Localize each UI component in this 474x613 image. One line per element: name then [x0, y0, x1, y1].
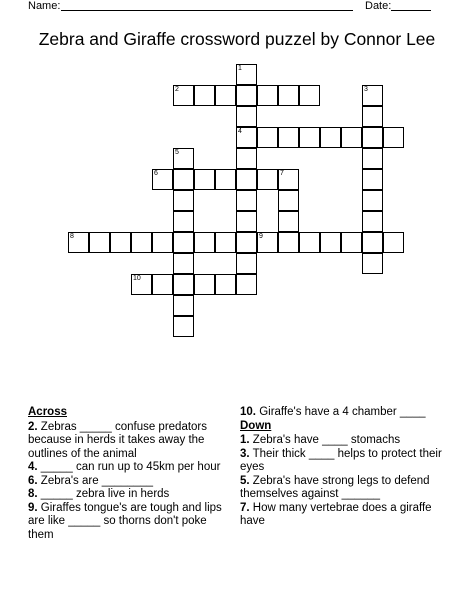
clues-column-right — [240, 406, 445, 529]
clue-down-1: 1. Zebra's have ____ stomachs — [240, 434, 401, 446]
grid-cell[interactable] — [194, 169, 215, 190]
puzzle-title: Zebra and Giraffe crossword puzzel by Connor Lee — [38, 29, 436, 49]
grid-cell[interactable] — [173, 232, 194, 253]
grid-cell[interactable] — [215, 274, 236, 295]
grid-cell[interactable] — [173, 295, 194, 316]
grid-cell[interactable] — [236, 190, 257, 211]
grid-cell[interactable] — [278, 232, 299, 253]
clue-number: 6 — [154, 170, 158, 177]
clue-across-9: 9. Giraffes tongue's are tough and lips are like _____ so thorns don't poke them — [28, 501, 222, 541]
grid-cell[interactable] — [299, 127, 320, 148]
grid-cell[interactable] — [173, 316, 194, 337]
grid-cell[interactable] — [236, 211, 257, 232]
clue-down-7: 7. How many vertebrae does a giraffe have — [240, 501, 432, 527]
clues-column-left — [28, 406, 233, 542]
grid-cell[interactable] — [362, 85, 383, 106]
clue-across-8: 8. _____ zebra live in herds — [28, 488, 170, 500]
grid-cell[interactable] — [362, 211, 383, 232]
grid-cell[interactable] — [299, 85, 320, 106]
grid-cell[interactable] — [278, 211, 299, 232]
clue-down-3: 3. Their thick ____ helps to protect their eyes — [240, 447, 442, 473]
grid-cell[interactable] — [278, 85, 299, 106]
grid-cell[interactable] — [257, 127, 278, 148]
grid-cell[interactable] — [194, 85, 215, 106]
grid-cell[interactable] — [152, 274, 173, 295]
grid-cell[interactable] — [236, 127, 257, 148]
grid-cell[interactable] — [299, 232, 320, 253]
grid-cell[interactable] — [173, 148, 194, 169]
grid-cell[interactable] — [320, 127, 341, 148]
grid-cell[interactable] — [362, 253, 383, 274]
grid-cell[interactable] — [131, 274, 152, 295]
grid-cell[interactable] — [173, 169, 194, 190]
grid-cell[interactable] — [236, 274, 257, 295]
clue-across-10: 10. Giraffe's have a 4 chamber ____ — [240, 406, 426, 418]
grid-cell[interactable] — [236, 253, 257, 274]
grid-cell[interactable] — [257, 85, 278, 106]
grid-cell[interactable] — [362, 127, 383, 148]
grid-cell[interactable] — [215, 232, 236, 253]
grid-cell[interactable] — [236, 106, 257, 127]
grid-cell[interactable] — [278, 190, 299, 211]
clue-across-4: 4. _____ can run up to 45km per hour — [28, 461, 221, 473]
grid-cell[interactable] — [215, 85, 236, 106]
grid-cell[interactable] — [341, 127, 362, 148]
clue-number: 5 — [175, 149, 179, 156]
date-label: Date: — [365, 0, 392, 12]
grid-cell[interactable] — [362, 169, 383, 190]
grid-cell[interactable] — [278, 127, 299, 148]
grid-cell[interactable] — [194, 232, 215, 253]
grid-cell[interactable] — [173, 85, 194, 106]
clue-across-2: 2. Zebras _____ confuse predators because in herds it takes away the outlines of the animal — [28, 420, 208, 460]
clue-number: 8 — [70, 233, 74, 240]
clue-number: 7 — [280, 170, 284, 177]
grid-cell[interactable] — [194, 274, 215, 295]
down-heading: Down — [240, 419, 272, 432]
grid-cell[interactable] — [215, 169, 236, 190]
grid-cell[interactable] — [236, 232, 257, 253]
clue-number: 9 — [259, 233, 263, 240]
clue-number: 3 — [364, 86, 368, 93]
grid-cell[interactable] — [152, 169, 173, 190]
grid-cell[interactable] — [173, 253, 194, 274]
grid-cell[interactable] — [110, 232, 131, 253]
clue-number: 2 — [175, 86, 179, 93]
grid-cell[interactable] — [383, 232, 404, 253]
grid-cell[interactable] — [236, 148, 257, 169]
clue-number: 10 — [133, 275, 141, 282]
grid-cell[interactable] — [362, 190, 383, 211]
grid-cell[interactable] — [236, 169, 257, 190]
grid-cell[interactable] — [236, 85, 257, 106]
grid-cell[interactable] — [278, 169, 299, 190]
grid-cell[interactable] — [320, 232, 341, 253]
grid-cell[interactable] — [341, 232, 362, 253]
grid-cell[interactable] — [173, 211, 194, 232]
grid-cell[interactable] — [68, 232, 89, 253]
grid-cell[interactable] — [257, 169, 278, 190]
grid-cell[interactable] — [131, 232, 152, 253]
grid-cell[interactable] — [152, 232, 173, 253]
name-label: Name: — [28, 0, 61, 12]
grid-cell[interactable] — [362, 106, 383, 127]
grid-cell[interactable] — [383, 127, 404, 148]
clue-number: 1 — [238, 65, 242, 72]
clue-number: 4 — [238, 128, 242, 135]
grid-cell[interactable] — [236, 64, 257, 85]
grid-cell[interactable] — [362, 148, 383, 169]
clue-across-6: 6. Zebra's are ________ — [28, 474, 153, 487]
grid-cell[interactable] — [173, 190, 194, 211]
clue-down-5: 5. Zebra's have strong legs to defend themselves against ______ — [240, 474, 430, 500]
grid-cell[interactable] — [257, 232, 278, 253]
grid-cell[interactable] — [173, 274, 194, 295]
grid-cell[interactable] — [362, 232, 383, 253]
grid-cell[interactable] — [89, 232, 110, 253]
across-heading: Across — [28, 406, 67, 418]
